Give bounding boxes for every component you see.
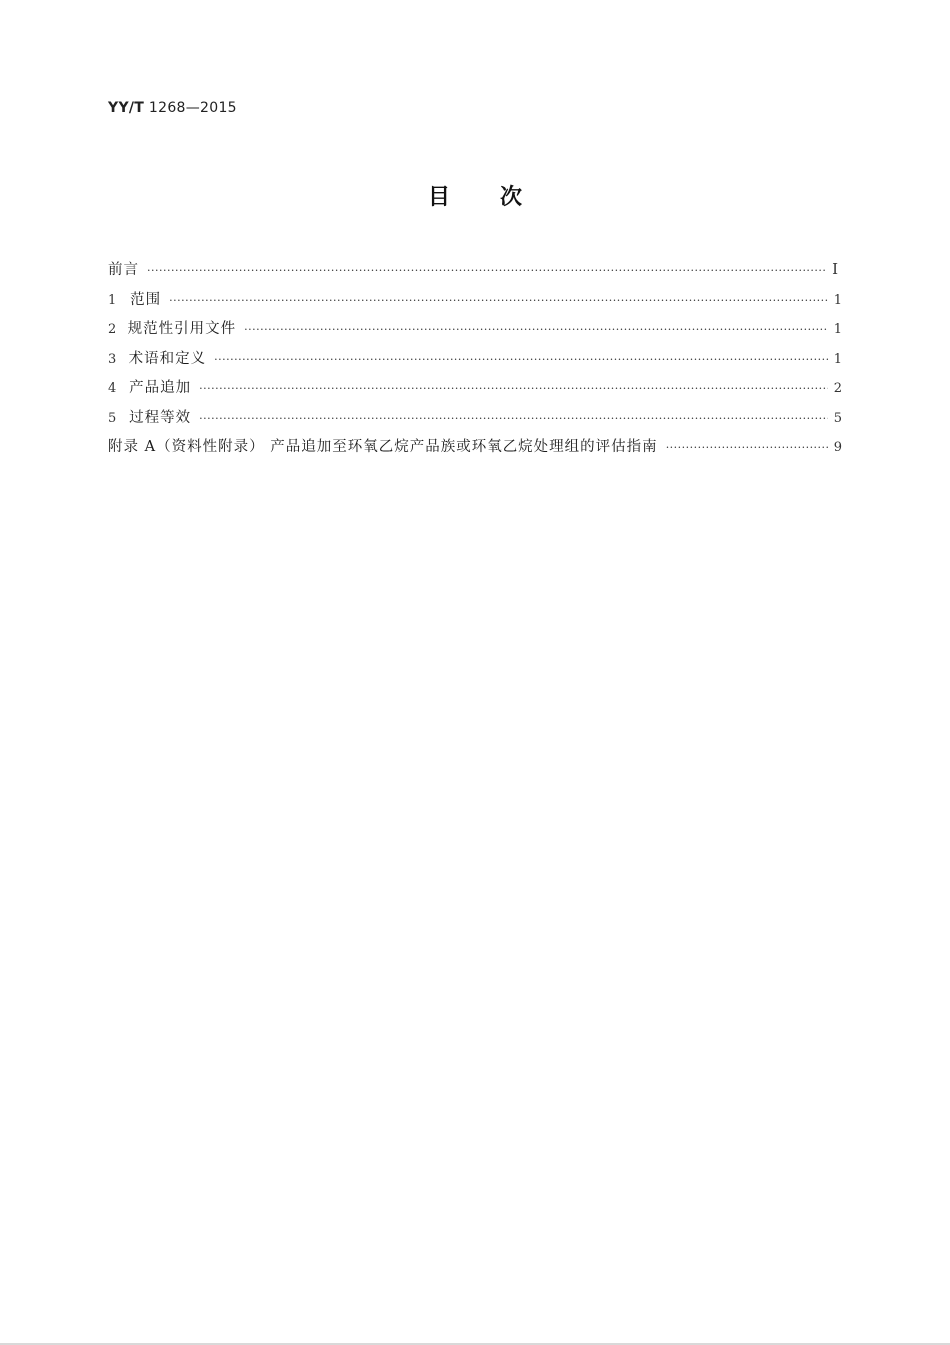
toc-entry-number: 5	[108, 410, 118, 426]
toc-leader-dots	[199, 382, 828, 395]
toc-entry-page: 1	[833, 292, 843, 308]
toc-entry-label: 附录 A（资料性附录） 产品追加至环氧乙烷产品族或环氧乙烷处理组的评估指南	[108, 439, 658, 455]
toc-leader-dots	[199, 412, 828, 425]
toc-entry-product-adoption[interactable]	[108, 376, 843, 406]
toc-entry-foreword[interactable]	[108, 258, 843, 288]
toc-entry-normative-references[interactable]	[108, 317, 843, 347]
toc-leader-dots	[244, 323, 828, 336]
toc-entry-label: 术语和定义	[128, 350, 207, 367]
toc-entry-page: 1	[833, 322, 843, 337]
standard-code-prefix: YY/T	[108, 100, 145, 116]
toc-entry-page: 2	[833, 381, 843, 396]
toc-leader-dots	[147, 264, 825, 277]
toc-leader-dots	[214, 353, 828, 366]
toc-entry-label: 范围	[130, 291, 162, 308]
table-of-contents	[108, 258, 843, 465]
toc-entry-page: 9	[833, 440, 843, 455]
toc-entry-number: 2	[108, 322, 118, 337]
toc-entry-label: 过程等效	[129, 409, 192, 426]
standard-code-number: 1268—2015	[148, 100, 237, 116]
toc-entry-terms-definitions[interactable]	[108, 347, 843, 377]
toc-title: 目次	[427, 185, 572, 210]
toc-leader-dots	[666, 441, 828, 454]
toc-entry-annex-a[interactable]	[108, 435, 843, 465]
toc-entry-number: 4	[108, 381, 118, 396]
toc-entry-page: I	[832, 260, 839, 278]
toc-entry-label: 前言	[108, 262, 139, 278]
toc-entry-process-equivalence[interactable]	[108, 406, 843, 436]
toc-entry-scope[interactable]	[108, 288, 843, 318]
toc-entry-number: 3	[108, 351, 118, 367]
toc-leader-dots	[169, 294, 828, 307]
toc-entry-page: 1	[833, 351, 843, 367]
toc-entry-number: 1	[108, 292, 118, 308]
toc-entry-label: 产品追加	[129, 380, 192, 396]
toc-entry-label: 规范性引用文件	[127, 321, 237, 337]
toc-entry-page: 5	[833, 410, 843, 426]
standard-code	[108, 100, 237, 116]
